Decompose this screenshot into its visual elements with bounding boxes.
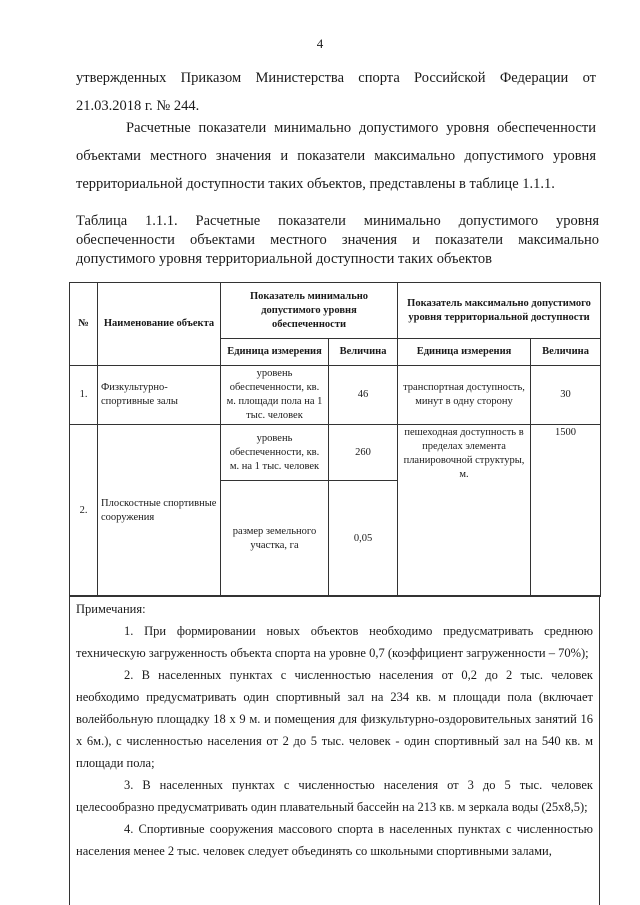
row1-value-max: 30 <box>531 366 601 425</box>
header-min-level: Показатель минимально допустимого уровня обеспеченности <box>221 283 398 339</box>
row1-name: Физкультурно-спортивные залы <box>98 366 221 425</box>
notes-title: Примечания: <box>76 602 146 616</box>
row2-unit-min-a: уровень обеспеченности, кв. м. на 1 тыс. человек <box>221 425 329 481</box>
page-number: 4 <box>316 36 324 51</box>
note-3: 3. В населенных пунктах с численностью населения от 3 до 5 тыс. человек целесообразно предусматривать один плавательный бассейн на 213 кв. м зеркала воды (25х8,5); <box>76 778 593 814</box>
header-object-name: Наименование объекта <box>98 283 221 366</box>
row2-name: Плоскостные спортивные сооружения <box>98 425 221 597</box>
subheader-value-max: Величина <box>531 339 601 366</box>
header-max-accessibility: Показатель максимально допустимого уровня территориальной доступности <box>398 283 601 339</box>
row2-value-max: 1500 <box>531 425 601 597</box>
table-row <box>70 366 601 425</box>
subheader-value-min: Величина <box>329 339 398 366</box>
notes-box <box>69 595 600 905</box>
row1-unit-min: уровень обеспеченности, кв. м. площади пола на 1 тыс. человек <box>221 366 329 425</box>
row2-unit-min-b: размер земельного участка, га <box>221 481 329 597</box>
row2-unit-max: пешеходная доступность в пределах элемента планировочной структуры, м. <box>398 425 531 597</box>
subheader-unit-max: Единица измерения <box>398 339 531 366</box>
intro-paragraph: утвержденных Приказом Министерства спорта Российской Федерации от 21.03.2018 г. № 244. <box>76 70 596 114</box>
indicators-table <box>69 282 601 597</box>
table-caption: Таблица 1.1.1. Расчетные показатели минимально допустимого уровня обеспеченности объектами местного значения и показатели максимально допустимого уровня территориальной доступности таких объектов <box>76 213 599 267</box>
row1-number: 1. <box>70 366 98 425</box>
header-number: № <box>70 283 98 366</box>
indicators-paragraph: Расчетные показатели минимально допустимого уровня обеспеченности объектами местного значения и показатели максимально допустимого уровня территориальной доступности таких объектов, представлены в таблице 1.1.1. <box>76 120 596 192</box>
table-row <box>70 425 601 481</box>
row1-value-min: 46 <box>329 366 398 425</box>
row1-unit-max: транспортная доступность, минут в одну сторону <box>398 366 531 425</box>
note-2: 2. В населенных пунктах с численностью населения от 0,2 до 2 тыс. человек необходимо предусматривать один спортивный зал на 234 кв. м площади пола (включает волейбольную площадку 18 х 9 м. и помещения для физкультурно-оздоровительных занятий 16 х 6м.), с численностью населения от 2 до 5 тыс. человек - один спортивный зал на 540 кв. м площади пола; <box>76 668 593 770</box>
row2-value-min-b: 0,05 <box>329 481 398 597</box>
note-1: 1. При формировании новых объектов необходимо предусматривать среднюю техническую загруженность объекта спорта на уровне 0,7 (коэффициент загруженности – 70%); <box>76 624 593 660</box>
note-4: 4. Спортивные сооружения массового спорта в населенных пунктах с численностью населения менее 2 тыс. человек следует объединять со школьными спортивными залами, <box>76 822 593 858</box>
row2-number: 2. <box>70 425 98 597</box>
row2-value-min-a: 260 <box>329 425 398 481</box>
subheader-unit-min: Единица измерения <box>221 339 329 366</box>
